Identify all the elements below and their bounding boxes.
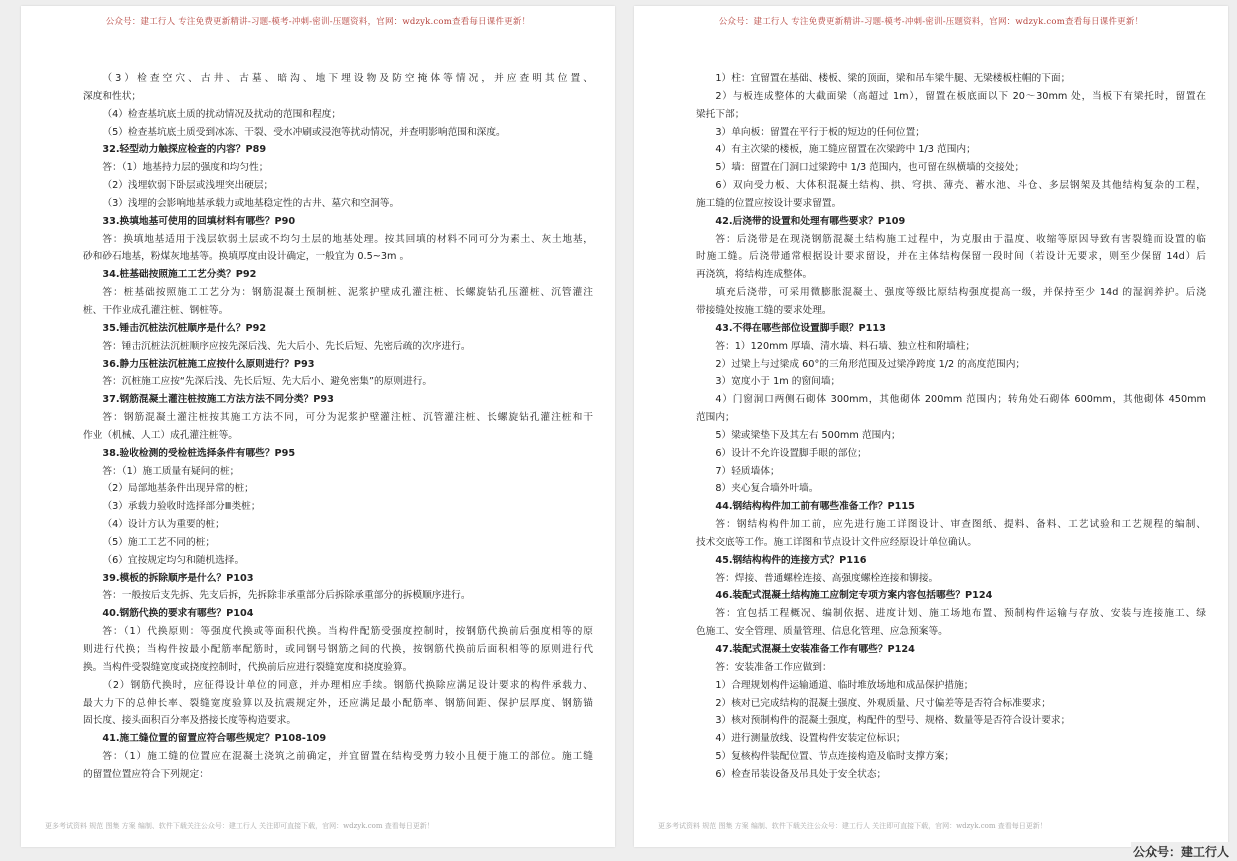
question-heading: 39.模板的拆除顺序是什么？P103 [102, 572, 254, 584]
text-line: 答：锤击沉桩法沉桩顺序应按先深后浅、先大后小、先长后短、先密后疏的次序进行。 [102, 340, 471, 352]
text-line: 时施工缝。后浇带通常根据设计要求留设，并在主体结构保留一段时间（若设计无要求，则至少保留 14d）后 [696, 251, 1206, 263]
text-line: 1）柱：宜留置在基础、楼板、梁的顶面，梁和吊车梁牛腿、无梁楼板柱帽的下面； [715, 73, 1071, 84]
document-page-right [634, 6, 1228, 847]
watermark: 公众号：建工行人 [1131, 842, 1231, 861]
text-line: （3）检查空穴、古井、古墓、暗沟、地下埋设物及防空掩体等情况，并应查明其位置、 [102, 73, 593, 84]
question-heading: 43.不得在哪些部位设置脚手眼？P113 [715, 322, 886, 334]
text-line: （2）浅埋软弱下卧层或浅埋突出硬层； [102, 180, 274, 192]
text-line: 1）合理规划构件运输通道、临时堆放场地和成品保护措施； [715, 679, 974, 691]
text-line: 5）墙：留置在门洞口过梁跨中 1/3 范围内，也可留在纵横墙的交接处； [715, 162, 1025, 174]
text-line: （5）检查基坑底土质受到冰冻、干裂、受水冲刷或浸泡等扰动情况，并查明影响范围和深度。 [102, 126, 506, 138]
text-line: 填充后浇带，可采用微膨胀混凝土、强度等级比原结构强度提高一级，并保持至少 14d 的湿润养护。后浇 [715, 287, 1206, 299]
text-line: 技术交底等工作。施工详图和节点设计文件应经原设计单位确认。 [696, 536, 977, 548]
question-heading: 33.换填地基可使用的回填材料有哪些？P90 [102, 215, 296, 227]
question-heading: 38.验收检测的受检桩选择条件有哪些？P95 [102, 447, 296, 459]
text-line: 固长度、接头面积百分率及搭接长度等构造要求。 [83, 715, 297, 727]
text-line: 范围内； [696, 412, 735, 424]
text-line: 5）梁或梁垫下及其左右 500mm 范围内； [715, 429, 901, 441]
text-line: 答：安装准备工作应做到： [715, 661, 832, 673]
text-line: 答：（1）代换原则：等强度代换或等面积代换。当构件配筋受强度控制时，按钢筋代换前后强度相等的原 [102, 626, 593, 638]
page-header: 公众号：建工行人 专注免费更新精讲-习题-模考-冲刺-密训-压题资料，官网：wdzyk.com查看每日课件更新！ [105, 17, 531, 27]
question-heading: 41.施工缝位置的留置应符合哪些规定？P108-109 [102, 733, 327, 745]
text-line: 的留置位置应符合下列规定： [83, 768, 209, 780]
text-line: （2）钢筋代换时，应征得设计单位的同意，并办理相应手续。钢筋代换除应满足设计要求的构件承载力、 [102, 679, 593, 691]
text-line: 带接缝处按施工缝的要求处理。 [696, 304, 832, 316]
text-line: 答：（1）施工质量有疑问的桩； [102, 465, 240, 477]
text-line: 答：钢筋混凝土灌注桩按其施工方法不同，可分为泥浆护壁灌注桩、沉管灌注桩、长螺旋钻孔灌注桩和干 [102, 412, 593, 424]
question-heading: 36.静力压桩法沉桩施工应按什么原则进行？P93 [102, 358, 315, 370]
text-line: 施工缝的位置应按设计要求留置。 [696, 197, 842, 209]
text-line: 4）进行测量放线、设置构件安装定位标识； [715, 733, 906, 745]
text-line: 答：后浇带是在现浇钢筋混凝土结构施工过程中，为克服由于温度、收缩等原因导致有害裂缝而设置的临 [715, 233, 1206, 245]
text-line: 3）宽度小于 1m 的窗间墙； [715, 376, 841, 388]
question-heading: 37.钢筋混凝土灌注桩按施工方法方法不同分类？P93 [102, 394, 334, 406]
page-body [83, 70, 593, 784]
page-body [696, 70, 1206, 784]
question-heading: 32.轻型动力触探应检查的内容？P89 [102, 144, 267, 156]
text-line: （4）设计方认为重要的桩； [102, 519, 225, 531]
text-line: 最大力下的总伸长率、裂缝宽度验算以及抗震规定外，还应满足最小配筋率、钢筋间距、保护层厚度、钢筋锚 [83, 697, 593, 709]
text-line: 6）检查吊装设备及吊具处于安全状态； [715, 768, 887, 780]
text-line: （4）检查基坑底土质的扰动情况及扰动的范围和程度； [102, 108, 342, 120]
text-line: （6）宜按规定均匀和随机选择。 [102, 554, 245, 566]
text-line: 2）核对已完成结构的混凝土强度、外观质量、尺寸偏差等是否符合标准要求； [715, 697, 1051, 709]
text-line: （2）局部地基条件出现异常的桩； [102, 483, 254, 495]
text-line: 再浇筑，将结构连成整体。 [696, 269, 813, 281]
page-footer: 更多考试资料 规范 图集 方案 编制、软件下载关注公众号：建工行人 关注即可直接下载，官网：wdzyk.com 查看每日更新！ [658, 822, 1047, 830]
text-line: 答：宜包括工程概况、编制依据、进度计划、施工场地布置、预制构件运输与存放、安装与连接施工、绿 [715, 608, 1206, 620]
text-line: 答：1）120mm 厚墙、清水墙、料石墙、独立柱和附墙柱； [715, 340, 976, 352]
text-line: 7）轻质墙体； [715, 465, 780, 477]
text-line: 6）双向受力板、大体积混凝土结构、拱、穹拱、薄壳、蓄水池、斗仓、多层钢架及其他结构复杂的工程， [715, 180, 1206, 192]
text-line: 则进行代换；当构件按最小配筋率配筋时，或同钢号钢筋之间的代换，按钢筋代换前后面积相等的原则进行代 [83, 644, 593, 655]
text-line: 答：一般按后支先拆、先支后拆，先拆除非承重部分后拆除承重部分的拆模顺序进行。 [102, 590, 471, 602]
document-page-left [21, 6, 615, 847]
text-line: 答：钢结构构件加工前，应先进行施工详图设计、审查图纸、提料、备料、工艺试验和工艺规程的编制、 [715, 519, 1206, 531]
text-line: 答：换填地基适用于浅层软弱土层或不均匀土层的地基处理。按其回填的材料不同可分为素土、灰土地基， [102, 233, 593, 245]
text-line: 答：（1）地基持力层的强度和均匀性； [102, 162, 269, 174]
text-line: 梁托下部； [696, 108, 745, 120]
text-line: （5）施工工艺不同的桩； [102, 536, 216, 548]
text-line: 2）过梁上与过梁成 60°的三角形范围及过梁净跨度 1/2 的高度范围内； [715, 358, 1026, 370]
question-heading: 35.锤击沉桩法沉桩顺序是什么？P92 [102, 322, 267, 334]
question-heading: 42.后浇带的设置和处理有哪些要求？P109 [715, 215, 906, 227]
text-line: 8）夹心复合墙外叶墙。 [715, 483, 819, 495]
text-line: （3）承载力验收时选择部分Ⅲ类桩； [102, 501, 261, 513]
question-heading: 44.钢结构构件加工前有哪些准备工作？P115 [715, 501, 915, 513]
text-line: 答：桩基础按照施工工艺分为：钢筋混凝土预制桩、泥浆护壁成孔灌注桩、长螺旋钻孔压灌桩、沉管灌注 [102, 287, 593, 299]
text-line: 6）设计不允许设置脚手眼的部位； [715, 447, 867, 459]
question-heading: 46.装配式混凝土结构施工应制定专项方案内容包括哪些？P124 [715, 590, 993, 602]
text-line: 2）与板连成整体的大截面梁（高超过 1m），留置在板底面以下 20～30mm 处，当板下有梁托时，留置在 [715, 90, 1206, 102]
page-header: 公众号：建工行人 专注免费更新精讲-习题-模考-冲刺-密训-压题资料，官网：wdzyk.com查看每日课件更新！ [718, 17, 1144, 27]
text-line: 4）门窗洞口两侧石砌体 300mm，其他砌体 200mm 范围内；转角处石砌体 600mm，其他砌体 450mm [715, 394, 1206, 406]
page-footer: 更多考试资料 规范 图集 方案 编制、软件下载关注公众号：建工行人 关注即可直接下载，官网：wdzyk.com 查看每日更新！ [45, 822, 434, 830]
question-heading: 34.桩基础按照施工工艺分类？P92 [102, 269, 257, 281]
question-heading: 40.钢筋代换的要求有哪些？P104 [102, 608, 254, 620]
text-line: 答：沉桩施工应按“先深后浅、先长后短、先大后小、避免密集”的原则进行。 [102, 376, 433, 388]
text-line: 3）核对预制构件的混凝土强度，构配件的型号、规格、数量等是否符合设计要求； [715, 715, 1071, 727]
text-line: 换。当构件受裂缝宽度或挠度控制时，代换前后应进行裂缝宽度和挠度验算。 [83, 661, 413, 673]
text-line: 5）复核构件装配位置、节点连接构造及临时支撑方案； [715, 751, 955, 763]
text-line: 桩、干作业成孔灌注桩、钢桩等。 [83, 304, 229, 316]
text-line: 3）单向板：留置在平行于板的短边的任何位置； [715, 126, 925, 138]
text-line: 砂和砂石地基，粉煤灰地基等。换填厚度由设计确定，一般宜为 0.5~3m 。 [83, 251, 410, 263]
question-heading: 47.装配式混凝土安装准备工作有哪些？P124 [715, 644, 915, 655]
text-line: 深度和性状； [83, 90, 142, 102]
text-line: 答：（1）施工缝的位置应在混凝土浇筑之前确定，并宜留置在结构受剪力较小且便于施工的部位。施工缝 [102, 751, 593, 763]
text-line: 色施工、安全管理、质量管理、信息化管理、应急预案等。 [696, 626, 948, 638]
text-line: 作业（机械、人工）成孔灌注桩等。 [83, 429, 238, 441]
text-line: （3）浅埋的会影响地基承载力或地基稳定性的古井、墓穴和空洞等。 [102, 197, 400, 209]
question-heading: 45.钢结构构件的连接方式？P116 [715, 554, 867, 566]
text-line: 4）有主次梁的楼板，施工缝应留置在次梁跨中 1/3 范围内； [715, 144, 976, 156]
text-line: 答：焊接、普通螺栓连接、高强度螺栓连接和铆接。 [715, 572, 939, 584]
